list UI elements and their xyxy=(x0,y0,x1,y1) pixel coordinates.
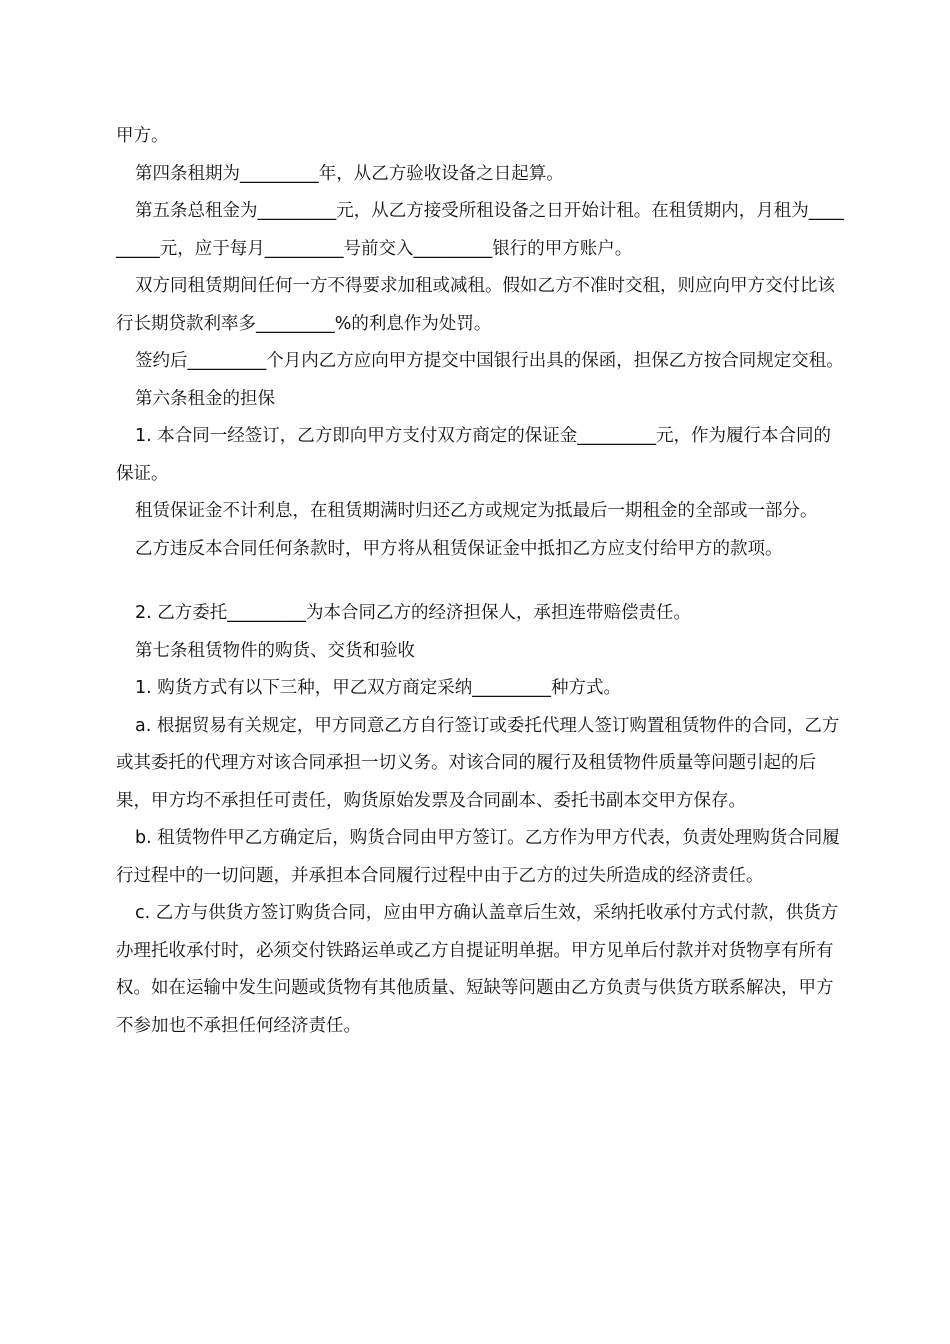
paragraph: 双方同租赁期间任何一方不得要求加租或减租。假如乙方不准时交租，则应向甲方交付比该行长期贷款利率多_________%的利息作为处罚。 xyxy=(116,276,835,334)
paragraph: 第四条租期为_________年，从乙方验收设备之日起算。 xyxy=(135,163,564,184)
paragraph: 2. 乙方委托_________为本合同乙方的经济担保人，承担连带赔偿责任。 xyxy=(135,603,692,623)
paragraph: 1. 本合同一经签订，乙方即向甲方支付双方商定的保证金_________元，作为履行本合同的保证。 xyxy=(116,426,832,484)
paragraph: 乙方违反本合同任何条款时，甲方将从租赁保证金中抵扣乙方应支付给甲方的款项。 xyxy=(135,538,783,559)
paragraph: 租赁保证金不计利息，在租赁期满时归还乙方或规定为抵最后一期租金的全部或一部分。 xyxy=(135,501,818,521)
paragraph: 1. 购货方式有以下三种，甲乙双方商定采纳_________种方式。 xyxy=(135,678,622,698)
paragraph: b. 租赁物件甲乙方确定后，购货合同由甲方签订。乙方作为甲方代表，负责处理购货合同履行过程中的一切问题，并承担本合同履行过程中由于乙方的过失所造成的经济责任。 xyxy=(116,828,840,886)
paragraph-spacer xyxy=(116,568,844,595)
paragraph: 签约后_________个月内乙方应向甲方提交中国银行出具的保函，担保乙方按合同规定交租。 xyxy=(135,351,844,371)
paragraph: a. 根据贸易有关规定，甲方同意乙方自行签订或委托代理人签订购置租赁物件的合同，乙方或其委托的代理方对该合同承担一切义务。对该合同的履行及租赁物件质量等问题引起的后果，甲方均不承担任可责任，购货原始发票及合同副本、委托书副本交甲方保存。 xyxy=(116,715,840,811)
paragraph: 甲方。 xyxy=(116,126,169,146)
document-body xyxy=(116,118,844,1045)
section-heading: 第六条租金的担保 xyxy=(135,388,275,409)
section-heading: 第七条租赁物件的购货、交货和验收 xyxy=(135,640,415,661)
paragraph: c. 乙方与供货方签订购货合同，应由甲方确认盖章后生效，采纳托收承付方式付款，供货方办理托收承付时，必须交付铁路运单或乙方自提证明单据。甲方见单后付款并对货物享有所有权。如在运输中发生问题或货物有其他质量、短缺等问题由乙方负责与供货方联系解决，甲方不参加也不承担任何经济责任。 xyxy=(116,903,839,1036)
paragraph: 第五条总租金为_________元，从乙方接受所租设备之日开始计租。在租赁期内，月租为_________元，应于每月_________号前交入_________银行的甲方账户。 xyxy=(116,201,844,259)
